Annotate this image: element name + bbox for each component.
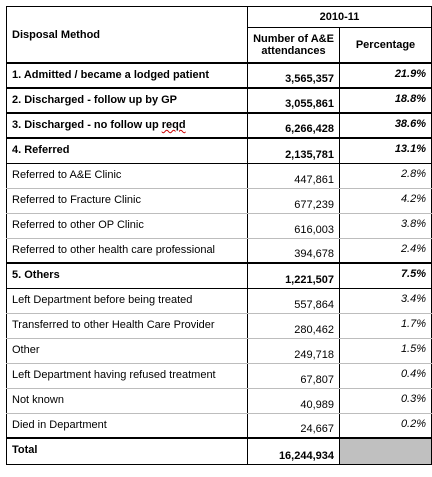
row-percentage: 1.7% [340,313,432,338]
row-percentage: 7.5% [340,263,432,288]
row-count: 557,864 [248,288,340,313]
row-label [7,113,248,138]
table-row [7,363,432,388]
header-disposal-method: Disposal Method [7,7,248,64]
row-count: 394,678 [248,238,340,263]
table-row [7,288,432,313]
row-label: Left Department before being treated [7,288,248,313]
row-percentage: 13.1% [340,138,432,163]
row-label: 2. Discharged - follow up by GP [7,88,248,113]
spellcheck-word: reqd [161,119,186,131]
row-label: Transferred to other Health Care Provider [7,313,248,338]
row-label: 5. Others [7,263,248,288]
row-label: 4. Referred [7,138,248,163]
row-count: 616,003 [248,213,340,238]
row-count: 1,221,507 [248,263,340,288]
table-row [7,113,432,138]
row-percentage: 2.4% [340,238,432,263]
row-percentage: 18.8% [340,88,432,113]
total-row [7,438,432,464]
row-count: 447,861 [248,163,340,188]
total-label: Total [7,438,248,464]
row-count: 40,989 [248,388,340,413]
row-percentage: 4.2% [340,188,432,213]
total-count: 16,244,934 [248,438,340,464]
row-count: 6,266,428 [248,113,340,138]
row-label: Left Department having refused treatment [7,363,248,388]
row-percentage: 1.5% [340,338,432,363]
row-label: Referred to Fracture Clinic [7,188,248,213]
row-label-text: 3. Discharged - no follow up [12,119,162,131]
row-count: 24,667 [248,413,340,438]
table-row [7,63,432,88]
total-percentage-empty [340,438,432,464]
row-label: Referred to other health care professional [7,238,248,263]
row-count: 249,718 [248,338,340,363]
row-percentage: 0.3% [340,388,432,413]
disposal-method-table [6,6,432,465]
table-row [7,238,432,263]
row-percentage: 38.6% [340,113,432,138]
row-percentage: 3.8% [340,213,432,238]
table-row [7,388,432,413]
table-row [7,413,432,438]
row-count: 677,239 [248,188,340,213]
row-percentage: 0.2% [340,413,432,438]
table-row [7,88,432,113]
row-count: 3,055,861 [248,88,340,113]
row-label: Died in Department [7,413,248,438]
table-row [7,213,432,238]
row-count: 2,135,781 [248,138,340,163]
header-attendances: Number of A&E attendances [248,28,340,64]
table-row [7,163,432,188]
header-year: 2010-11 [248,7,432,28]
row-percentage: 3.4% [340,288,432,313]
row-label: 1. Admitted / became a lodged patient [7,63,248,88]
table-row [7,188,432,213]
row-label: Not known [7,388,248,413]
row-count: 67,807 [248,363,340,388]
table-row [7,338,432,363]
row-label: Referred to A&E Clinic [7,163,248,188]
row-label: Referred to other OP Clinic [7,213,248,238]
table-row [7,313,432,338]
table-row [7,138,432,163]
table-row [7,263,432,288]
row-count: 280,462 [248,313,340,338]
row-label: Other [7,338,248,363]
header-percentage: Percentage [340,28,432,64]
row-percentage: 21.9% [340,63,432,88]
disposal-table-container [6,6,432,465]
row-percentage: 2.8% [340,163,432,188]
row-count: 3,565,357 [248,63,340,88]
row-percentage: 0.4% [340,363,432,388]
